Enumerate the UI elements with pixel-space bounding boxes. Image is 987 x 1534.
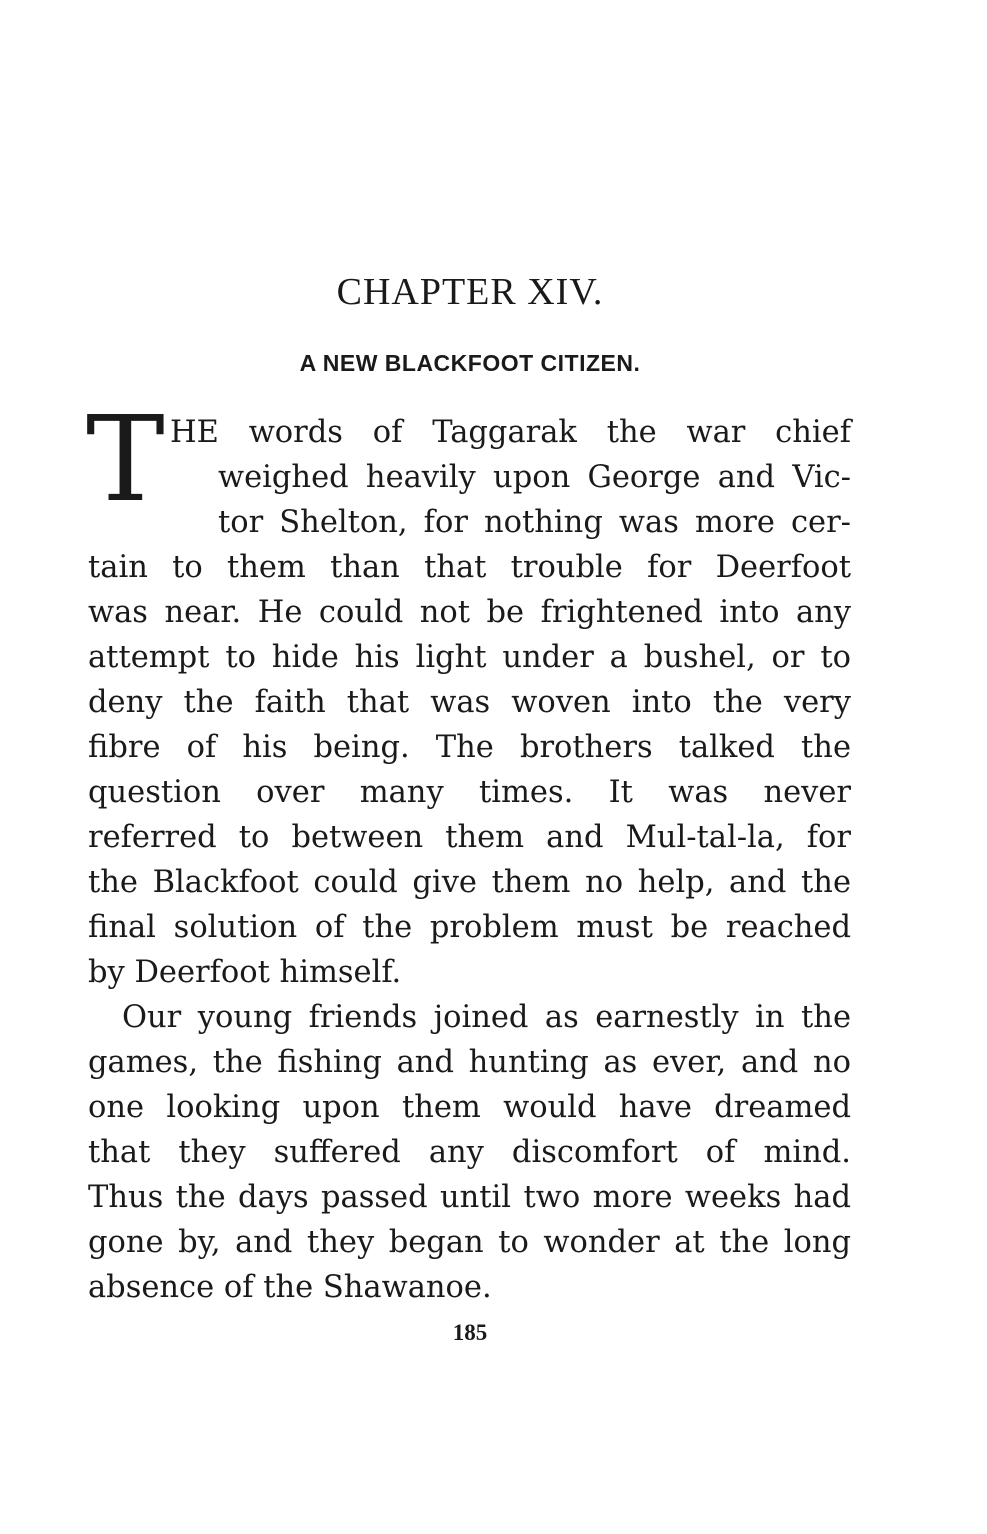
text-line: gone by, and they began to wonder at the long	[88, 1225, 851, 1260]
text-line: that they suffered any discomfort of mind.	[88, 1135, 851, 1170]
text-line: tor Shelton, for nothing was more cer-	[218, 505, 851, 540]
page-number: 185	[452, 1320, 488, 1345]
text-line: attempt to hide his light under a bushel, or to	[88, 640, 851, 675]
text-line: absence of the Shawanoe.	[88, 1270, 492, 1305]
text-line: tain to them than that trouble for Deerfoot	[88, 550, 851, 585]
chapter-subtitle: A NEW BLACKFOOT CITIZEN.	[299, 350, 641, 376]
text-line: final solution of the problem must be reached	[88, 910, 851, 945]
drop-cap: T	[86, 390, 165, 528]
text-line: HE words of Taggarak the war chief	[170, 415, 851, 450]
text-line: deny the faith that was woven into the very	[88, 685, 851, 720]
text-line: the Blackfoot could give them no help, and the	[88, 865, 851, 900]
text-line: referred to between them and Mul-tal-la, for	[88, 820, 851, 855]
text-line: was near. He could not be frightened into any	[88, 595, 851, 630]
text-line: games, the fishing and hunting as ever, and no	[88, 1045, 851, 1080]
text-line: weighed heavily upon George and Vic-	[218, 460, 851, 495]
chapter-title: CHAPTER XIV.	[336, 271, 604, 313]
text-line: fibre of his being. The brothers talked the	[88, 730, 851, 765]
text-line: question over many times. It was never	[88, 775, 851, 810]
text-line: Our young friends joined as earnestly in the	[122, 1000, 851, 1035]
text-line: Thus the days passed until two more weeks had	[88, 1180, 851, 1215]
text-line: by Deerfoot himself.	[88, 955, 402, 990]
text-line: one looking upon them would have dreamed	[88, 1090, 851, 1125]
